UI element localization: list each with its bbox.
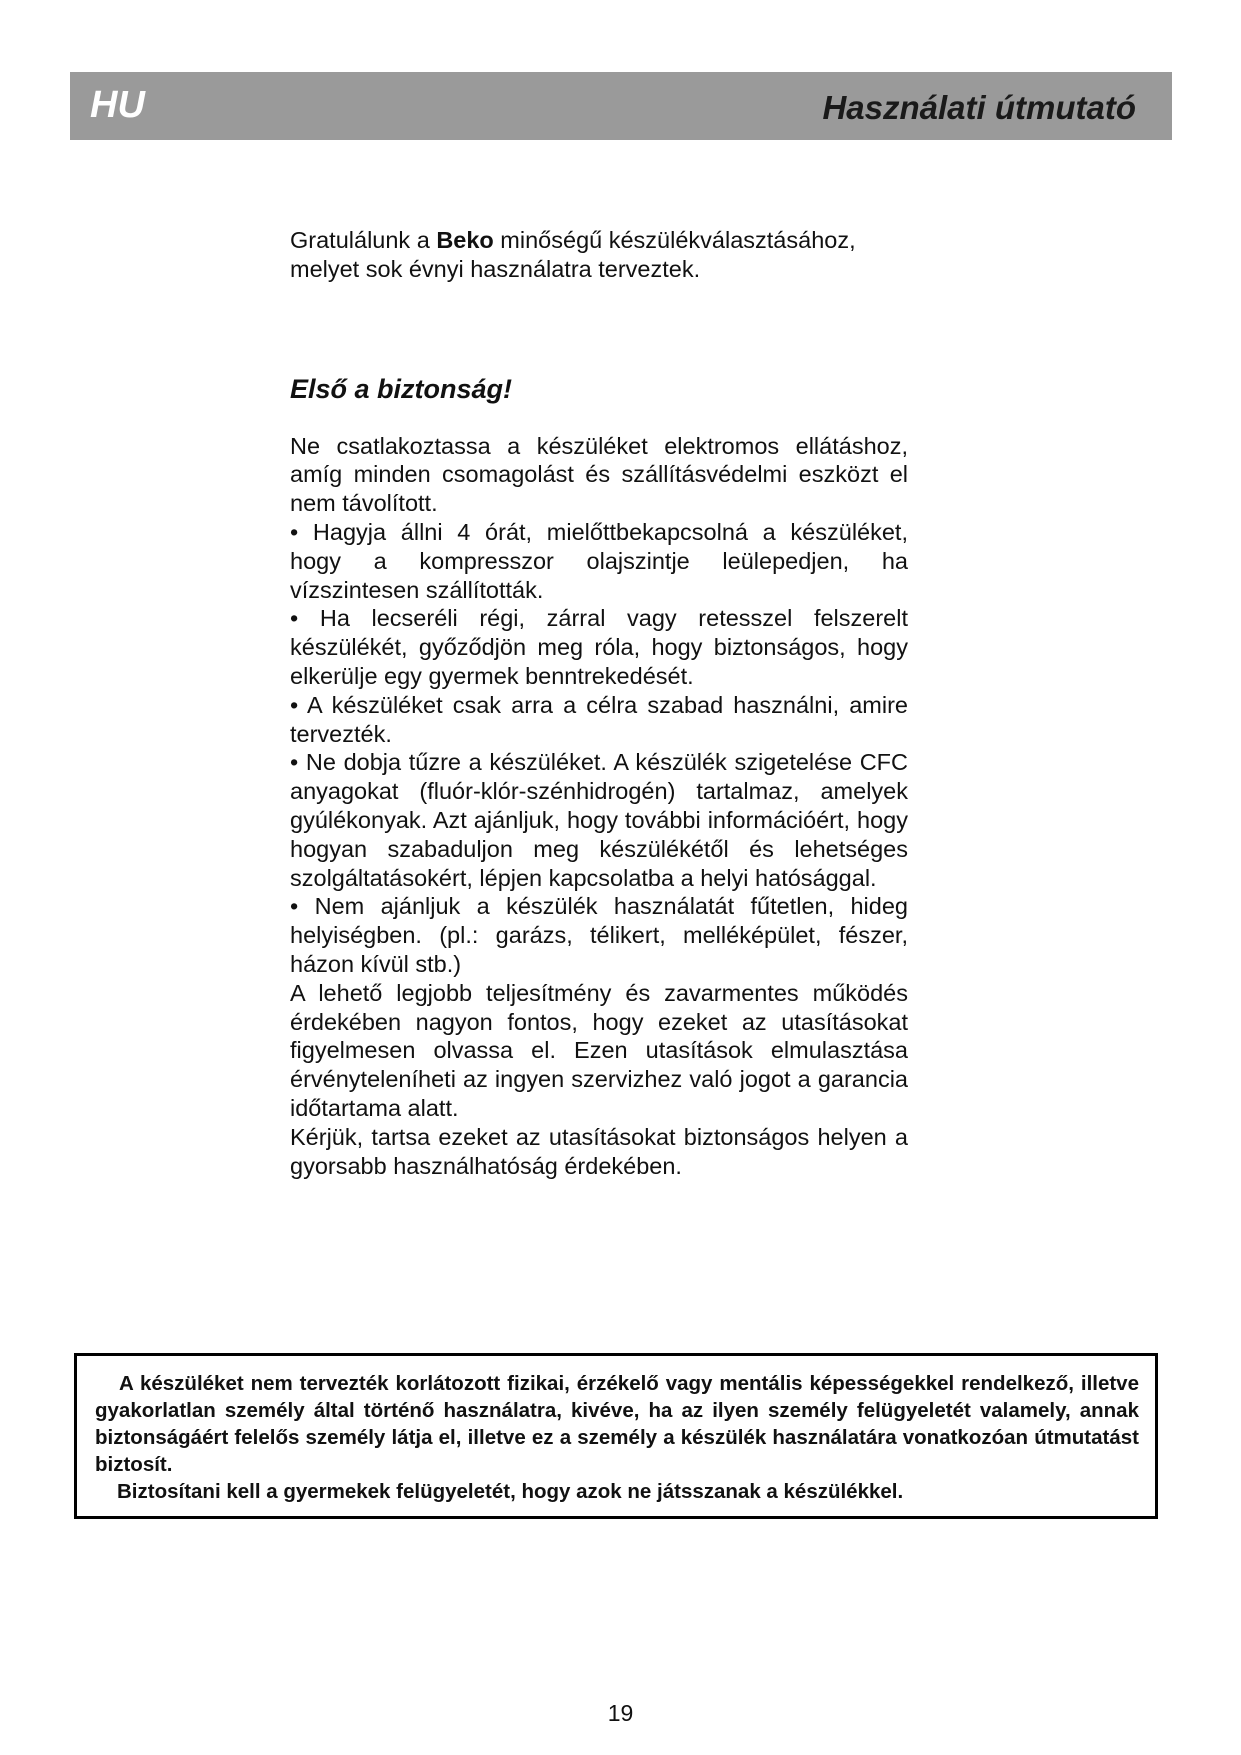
safety-paragraph: • Ha lecseréli régi, zárral vagy retesszel felszerelt készülékét, győződjön meg róla, hogy biztonságos, hogy elkerülje egy gyermek benntrekedését.	[290, 605, 908, 689]
notice-paragraph-1: A készüléket nem tervezték korlátozott fizikai, érzékelő vagy mentális képességekkel rendelkező, illetve gyakorlatlan személy által történő használatra, kivéve, ha az ilyen személy felügyeletét valamely, annak biztonságáért felelős személy látja el, illetve ez a személy a készülék használatára vonatkozóan útmutatást biztosít.	[95, 1372, 1139, 1476]
language-code: HU	[90, 84, 145, 126]
safety-paragraph: Kérjük, tartsa ezeket az utasításokat biztonságos helyen a gyorsabb használhatóság érdekében.	[290, 1123, 908, 1179]
safety-paragraph: • Ne dobja tűzre a készüléket. A készülék szigetelése CFC anyagokat (fluór-klór-szénhidrogén) tartalmaz, amelyek gyúlékonyak. Azt ajánljuk, hogy további információért, hogy hogyan szabaduljon meg készülékétől és lehetséges szolgáltatásokért, lépjen kapcsolatba a helyi hatósággal.	[290, 749, 908, 891]
safety-paragraph: • Hagyja állni 4 órát, mielőttbekapcsolná a készüléket, hogy a kompresszor olajszintje leülepedjen, ha vízszintesen szállították.	[290, 518, 908, 603]
safety-heading: Első a biztonság!	[290, 373, 513, 404]
warning-notice-box	[74, 1353, 1158, 1519]
brand-name: Beko	[436, 227, 494, 253]
safety-paragraph: • Nem ajánljuk a készülék használatát fűtetlen, hideg helyiségben. (pl.: garázs, télikert, melléképület, fészer, házon kívül stb.)	[290, 893, 908, 977]
intro-text-before: Gratulálunk a	[290, 227, 437, 253]
manual-title: Használati útmutató	[822, 89, 1136, 126]
main-content	[290, 226, 908, 1180]
header-bar	[70, 72, 1172, 140]
safety-paragraph: A lehető legjobb teljesítmény és zavarmentes működés érdekében nagyon fontos, hogy ezeket az utasításokat figyelmesen olvassa el. Ezen utasítások elmulasztása érvényteleníheti az ingyen szervizhez való jogot a garancia időtartama alatt.	[290, 979, 908, 1121]
page-number: 19	[607, 1700, 634, 1726]
intro-text-after: minőségű készülékválasztásához, melyet sok évnyi használatra terveztek.	[290, 227, 856, 282]
intro-paragraph	[290, 226, 908, 284]
safety-paragraph: Ne csatlakoztassa a készüléket elektromos ellátáshoz, amíg minden csomagolást és szállításvédelmi eszközt el nem távolított.	[290, 432, 908, 517]
notice-paragraph-2: Biztosítani kell a gyermekek felügyeletét, hogy azok ne játsszanak a készülékkel.	[117, 1480, 904, 1503]
safety-text	[290, 432, 908, 1181]
safety-paragraph: • A készüléket csak arra a célra szabad használni, amire tervezték.	[290, 691, 908, 747]
